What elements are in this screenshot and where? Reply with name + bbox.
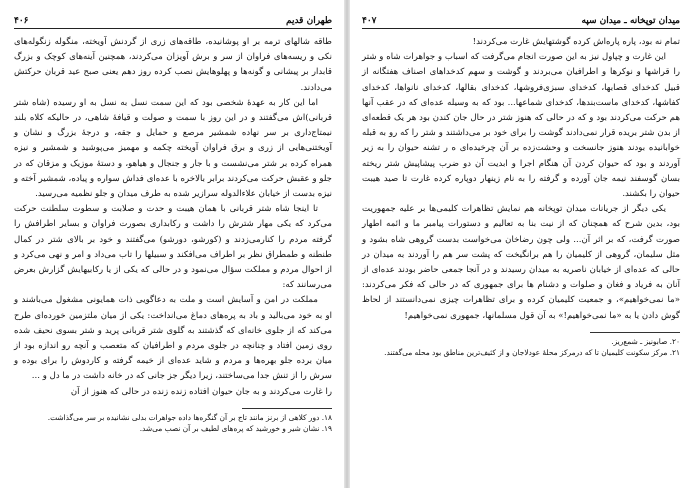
paragraph: یکی دیگر از جریانات میدان توپخانه هم نمایش تظاهرات کلیمی‌ها بر علیه جمهوریت بود، بدین شرح که همچنان که از نیت بنا به تعالیم و دستورات پیامبر ما و ائمه اطهار صورت گرفت، که بر اثر آن... ولی چون رضاخان می‌خواست بدست گروهی شاه بشود و مثل سلیمان، گروهی از کلیمیان را هم برانگیخت که پشت سر هم را آوردند به میدان در حالی که عده‌ای از خیابان ناصریه به میدان رسیدند و در آنجا جمعی حاضر بودند عده‌ای از آنان به فریاد و فغان و صلوات و دشنام ها برای جمهوری که در حالی که فکر می‌کردند: «ما نمی‌خواهیم»، و جمعیت کلیمیان کرده و برای تظاهرات چیزی نمی‌دانستند از لحاظ گوش دادن یا به «ما نمی‌خواهیم!» به آن قول مسلمانها، جمهوری نمی‌خواهیم!: [362, 204, 680, 321]
left-running-head: [14, 12, 332, 29]
footnote-divider: [242, 408, 332, 409]
right-footnotes: [362, 336, 680, 358]
paragraph: این غارت و چپاول نیز به این صورت انجام می‌گرفت که اسباب و جواهرات شاه و شتر را قراشها و نوکرها و اطرافیان می‌بردند و گوشت و سهم کدخداهای اصناف هفتگانه از قبیل کدخدای قصابها، کدخدای سبزی‌فروشها، کدخدای بقالها، کدخدای نانواها، کدخدای کفاشها، کدخدای ماست‌بندها، کدخدای شماعها... بود که به وسیله عده‌ای که در عقب آنها هم حرکت می‌کردند بود و که در حالی که هنوز شتر در حال جان کندن بود هر یک قطعه‌ای از بدن شتر بریده قرار نمی‌دادند گوشت را برای خود بر می‌داشتند و شتر را که رو به قبله خوابانیده بودند هنوز جانسخت و وحشت‌زده بر آن چرخیده‌ای ه ر تشنه حیوان را به زیر آوردند و بود که حیوان کردن آن هنگام اجرا و ابدیت آن دو ضرب پیشاپیش شتر ریخته بسان گوسفند نیمه جان آورده و گرفته را به نام زینهار دوپاره کرده غارت تا صید هیبت حیوان را بکشند.: [362, 52, 680, 200]
paragraph: اما این کار به عهدهٔ شخصی بود که این سمت نسل به نسل به او رسیده (شاه شتر قربانی)اش می‌گفتند و در این روز با سمت و صولت و قیافهٔ شاهی، در حالیکه کلاه بلند نیمتاج‌داری بر سر نهاده شمشیر مرصع و حمایل و جقه، و درجهٔ بزرگ و نشان و آویختنی‌هایی از زری و برق فراوان آویخته چکمه و مهمیز می‌پوشید و شمشیر و نیزه همراه کرده بر شتر می‌نشست و با جار و جنجال و هیاهو، و دستهٔ موزیک و مزقان که در جلو و عقبش حرکت می‌کردند برابر بالاخره با عده‌ای فداش سواره و پیاده، شمشیر آخته و نیزه بدست از خیابان علاءالدوله سرازیر شده به طرف میدان و جلو نظمیه می‌رسید.: [14, 97, 332, 200]
paragraph: تمام نه بود، پاره پاره‌اش کرده گوشتهایش غارت می‌کردند!: [472, 37, 680, 47]
paragraph: مملکت در امن و آسایش است و ملت به دعاگویی ذات همایونی مشغول می‌باشند و او به خود می‌بالید و باد به پره‌های دماغ می‌انداخت: یکی از میان ملتزمین خورده‌ای طرح می‌کند که از جلوی خانه‌ای که گذشتند به گلوی شتر قربانی پرید و شتر بسوی نحیف شده روی زمین افتاد و چنانچه در جلوی مردم و اطرافیان که متعصب و آنچه رو اندازه بود از میان برده جلو بهره‌ها و مردم و شاید عده‌ای از خیمه گرفته و کاردوش را برای بوده و سرش را از تنش جدا می‌ساختند، زیرا دیگر جز جانی که در خانه داشت در ما دل و ...: [14, 295, 332, 382]
footnote: ۱۹. نشان شیر و خورشید که پره‌های لطیف بر آن نصب می‌شد.: [139, 423, 332, 433]
right-running-head: [362, 12, 680, 29]
paragraph: طاقه شالهای ترمه بر او پوشانیده، طاقه‌های زری از گردنش آویخته، منگوله زنگوله‌های نکی و ریسه‌های فراوان از سر و برش آویزان می‌کردند، همچنین آینه‌های کوچک و بزرگ قابدار بر پیشانی و گونه‌ها و پهلوهایش نصب کرده روز دهم یعنی صبح عید قربان حرکتش می‌دادند.: [14, 37, 332, 93]
left-page: [14, 12, 332, 478]
footnote: ۱۸. دور کلاهی از برنز مانند تاج بر آن گنگره‌ها داده جواهرات بدلی نشانیده بر سر می‌گذاشت.: [47, 412, 332, 422]
left-header-title: طهران قدیم: [285, 16, 332, 26]
left-footnotes: [14, 412, 332, 434]
right-header-title: میدان توپخانه ـ میدان سپه: [581, 16, 680, 26]
right-page: [362, 12, 680, 478]
right-body-text: [362, 35, 680, 324]
left-page-number: ۴۰۶: [14, 16, 29, 26]
paragraph: را غارت می‌کردند و به جان حیوان افتاده زنده زنده در حالی که هنوز از آن: [70, 386, 332, 397]
footnote: ۲۱. مرکز سکونت کلیمیان تا که درمرکز محلهٔ عودلاجان و از کثیف‌ترین مناطق بود محله می‌گفتند.: [384, 347, 680, 357]
footnote: ۲۰. صابونیز ـ شمع‌ریز.: [611, 336, 680, 346]
footnote-divider: [590, 332, 680, 333]
left-body-text: [14, 35, 332, 400]
book-gutter: [344, 0, 350, 488]
right-page-number: ۴۰۷: [362, 16, 377, 26]
paragraph: تا اینجا شاه شتر قربانی با همان هیبت و حدت و صلابت و سطوت سلطنت حرکت می‌کرد که یکی مهار شترش را داشت و رکابداری بصورت فراوان و بسایر اطرافش را گرفته مردم را کنارمی‌زدند و (کورشو، دورشو) می‌گفتند و خود بر بالای شتر در کمال طنطنه و طمطراق نظر بر اطراف می‌افکند و سبیلها را تاب می‌داد و امر و نهی می‌کرد و از احوال مردم و مملکت سؤال می‌نمود و در حالی که یکی از یا رکابیهایش گزارش بعرض می‌رسانند که:: [14, 204, 332, 291]
